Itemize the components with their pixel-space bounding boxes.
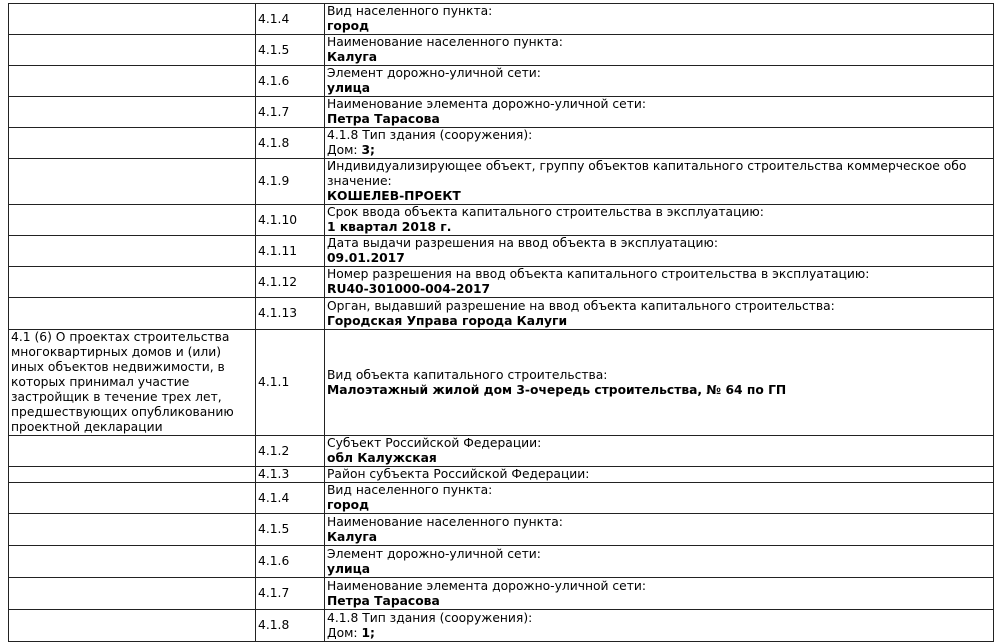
- section-cell: [9, 97, 256, 128]
- item-value: 09.01.2017: [327, 251, 405, 265]
- section-cell: [9, 267, 256, 298]
- item-value: КОШЕЛЕВ-ПРОЕКТ: [327, 189, 461, 203]
- table-row: [9, 298, 994, 330]
- item-value: город: [327, 19, 370, 33]
- item-number: 4.1.5: [256, 35, 325, 66]
- table-row: [9, 4, 994, 35]
- item-number: 4.1.9: [256, 159, 325, 205]
- item-content: [325, 546, 994, 578]
- item-value-line: [327, 626, 991, 641]
- item-value: Малоэтажный жилой дом 3-очередь строительства, № 64 по ГП: [327, 382, 787, 397]
- item-number: 4.1.3: [256, 467, 325, 483]
- section-cell: [9, 66, 256, 97]
- table-row: [9, 330, 994, 436]
- item-value: город: [327, 498, 370, 512]
- item-content: [325, 330, 994, 436]
- item-value-prefix: Дом:: [327, 625, 362, 640]
- item-value-line: [327, 251, 991, 266]
- table-row: [9, 66, 994, 97]
- item-label: Наименование населенного пункта:: [327, 35, 563, 49]
- item-label: Район субъекта Российской Федерации:: [327, 467, 590, 481]
- item-value-line: [327, 498, 991, 513]
- item-value-line: [327, 562, 991, 577]
- item-content: [325, 35, 994, 66]
- section-cell: [9, 467, 256, 483]
- section-cell: [9, 483, 256, 514]
- item-content: [325, 205, 994, 236]
- item-value-line: [327, 451, 991, 466]
- section-cell: [9, 236, 256, 267]
- item-value: улица: [327, 81, 371, 95]
- item-value: 3;: [361, 143, 375, 157]
- item-content: [325, 267, 994, 298]
- table-row: [9, 514, 994, 546]
- item-label: Элемент дорожно-уличной сети:: [327, 66, 541, 80]
- section-title: 4.1 (6) О проектах строительства многоквартирных домов и (или) иных объектов недвижимости, в которых принимал участие застройщик в течение трех лет, предшествующих опубликованию проектной декларации: [11, 330, 234, 434]
- item-content: [325, 483, 994, 514]
- table-row: [9, 610, 994, 642]
- item-label: Субъект Российской Федерации:: [327, 436, 542, 450]
- section-cell: [9, 514, 256, 546]
- item-value-line: [327, 112, 991, 127]
- section-cell: [9, 205, 256, 236]
- item-label: Наименование населенного пункта:: [327, 514, 563, 529]
- item-value-line: [327, 594, 991, 609]
- item-content: [325, 236, 994, 267]
- item-number: 4.1.1: [256, 330, 325, 436]
- item-value: улица: [327, 561, 371, 576]
- item-value-line: [327, 530, 991, 545]
- table-row: [9, 35, 994, 66]
- item-label: Номер разрешения на ввод объекта капитального строительства в эксплуатацию:: [327, 267, 870, 281]
- item-number: 4.1.7: [256, 578, 325, 610]
- item-value-line: [327, 383, 991, 398]
- section-cell: [9, 298, 256, 330]
- item-content: [325, 578, 994, 610]
- section-cell: [9, 159, 256, 205]
- item-number: 4.1.11: [256, 236, 325, 267]
- section-cell: [9, 4, 256, 35]
- item-content: [325, 66, 994, 97]
- table-row: [9, 267, 994, 298]
- item-number: 4.1.4: [256, 483, 325, 514]
- item-number: 4.1.6: [256, 66, 325, 97]
- item-number: 4.1.8: [256, 610, 325, 642]
- item-number: 4.1.5: [256, 514, 325, 546]
- item-number: 4.1.12: [256, 267, 325, 298]
- item-label: Дата выдачи разрешения на ввод объекта в эксплуатацию:: [327, 236, 718, 250]
- item-number: 4.1.10: [256, 205, 325, 236]
- table-row: [9, 578, 994, 610]
- item-value: RU40-301000-004-2017: [327, 282, 491, 296]
- item-label: Вид населенного пункта:: [327, 4, 493, 18]
- item-value: Калуга: [327, 529, 378, 544]
- item-label: Индивидуализирующее объект, группу объектов капитального строительства коммерческое обо: [327, 159, 967, 173]
- item-value-line: [327, 50, 991, 65]
- item-value-line: [327, 19, 991, 34]
- item-number: 4.1.2: [256, 436, 325, 467]
- item-content: [325, 514, 994, 546]
- table-row: [9, 97, 994, 128]
- item-value: 1 квартал 2018 г.: [327, 220, 452, 234]
- item-label: Вид объекта капитального строительства:: [327, 367, 608, 382]
- section-cell: [9, 436, 256, 467]
- item-value-prefix: Дом:: [327, 143, 362, 157]
- section-cell: [9, 610, 256, 642]
- item-label: 4.1.8 Тип здания (сооружения):: [327, 128, 533, 142]
- item-label: значение:: [327, 174, 392, 188]
- section-cell: [9, 35, 256, 66]
- table-row: [9, 236, 994, 267]
- item-content: [325, 610, 994, 642]
- item-value: Петра Тарасова: [327, 112, 440, 126]
- item-value-line: [327, 220, 991, 235]
- item-value: Городская Управа города Калуги: [327, 313, 568, 328]
- item-value-line: [327, 81, 991, 96]
- section-cell: [9, 578, 256, 610]
- table-row: [9, 467, 994, 483]
- item-content: [325, 4, 994, 35]
- item-value: обл Калужская: [327, 451, 437, 465]
- item-number: 4.1.4: [256, 4, 325, 35]
- item-content: [325, 298, 994, 330]
- item-value-line: [327, 189, 991, 204]
- table-row: [9, 546, 994, 578]
- item-label: Срок ввода объекта капитального строительства в эксплуатацию:: [327, 205, 764, 219]
- item-label: Наименование элемента дорожно-уличной сети:: [327, 97, 647, 111]
- item-value-line: [327, 282, 991, 297]
- item-number: 4.1.7: [256, 97, 325, 128]
- table-row: [9, 483, 994, 514]
- item-content: [325, 159, 994, 205]
- item-content: [325, 436, 994, 467]
- item-label: Орган, выдавший разрешение на ввод объекта капитального строительства:: [327, 298, 835, 313]
- project-declaration-table: [8, 3, 994, 642]
- item-value: 1;: [361, 625, 375, 640]
- item-value: Петра Тарасова: [327, 593, 440, 608]
- table-row: [9, 159, 994, 205]
- table-row: [9, 436, 994, 467]
- item-number: 4.1.6: [256, 546, 325, 578]
- section-cell: [9, 546, 256, 578]
- item-value: Калуга: [327, 50, 378, 64]
- table-row: [9, 205, 994, 236]
- table-row: [9, 128, 994, 159]
- section-cell: [9, 330, 256, 436]
- item-label: Вид населенного пункта:: [327, 483, 493, 497]
- item-number: 4.1.13: [256, 298, 325, 330]
- section-cell: [9, 128, 256, 159]
- item-label: Элемент дорожно-уличной сети:: [327, 546, 541, 561]
- item-value-line: [327, 143, 991, 158]
- item-label: 4.1.8 Тип здания (сооружения):: [327, 610, 533, 625]
- item-number: 4.1.8: [256, 128, 325, 159]
- item-label: Наименование элемента дорожно-уличной сети:: [327, 578, 647, 593]
- item-content: [325, 97, 994, 128]
- item-content: [325, 128, 994, 159]
- item-value-line: [327, 314, 991, 329]
- item-content: [325, 467, 994, 483]
